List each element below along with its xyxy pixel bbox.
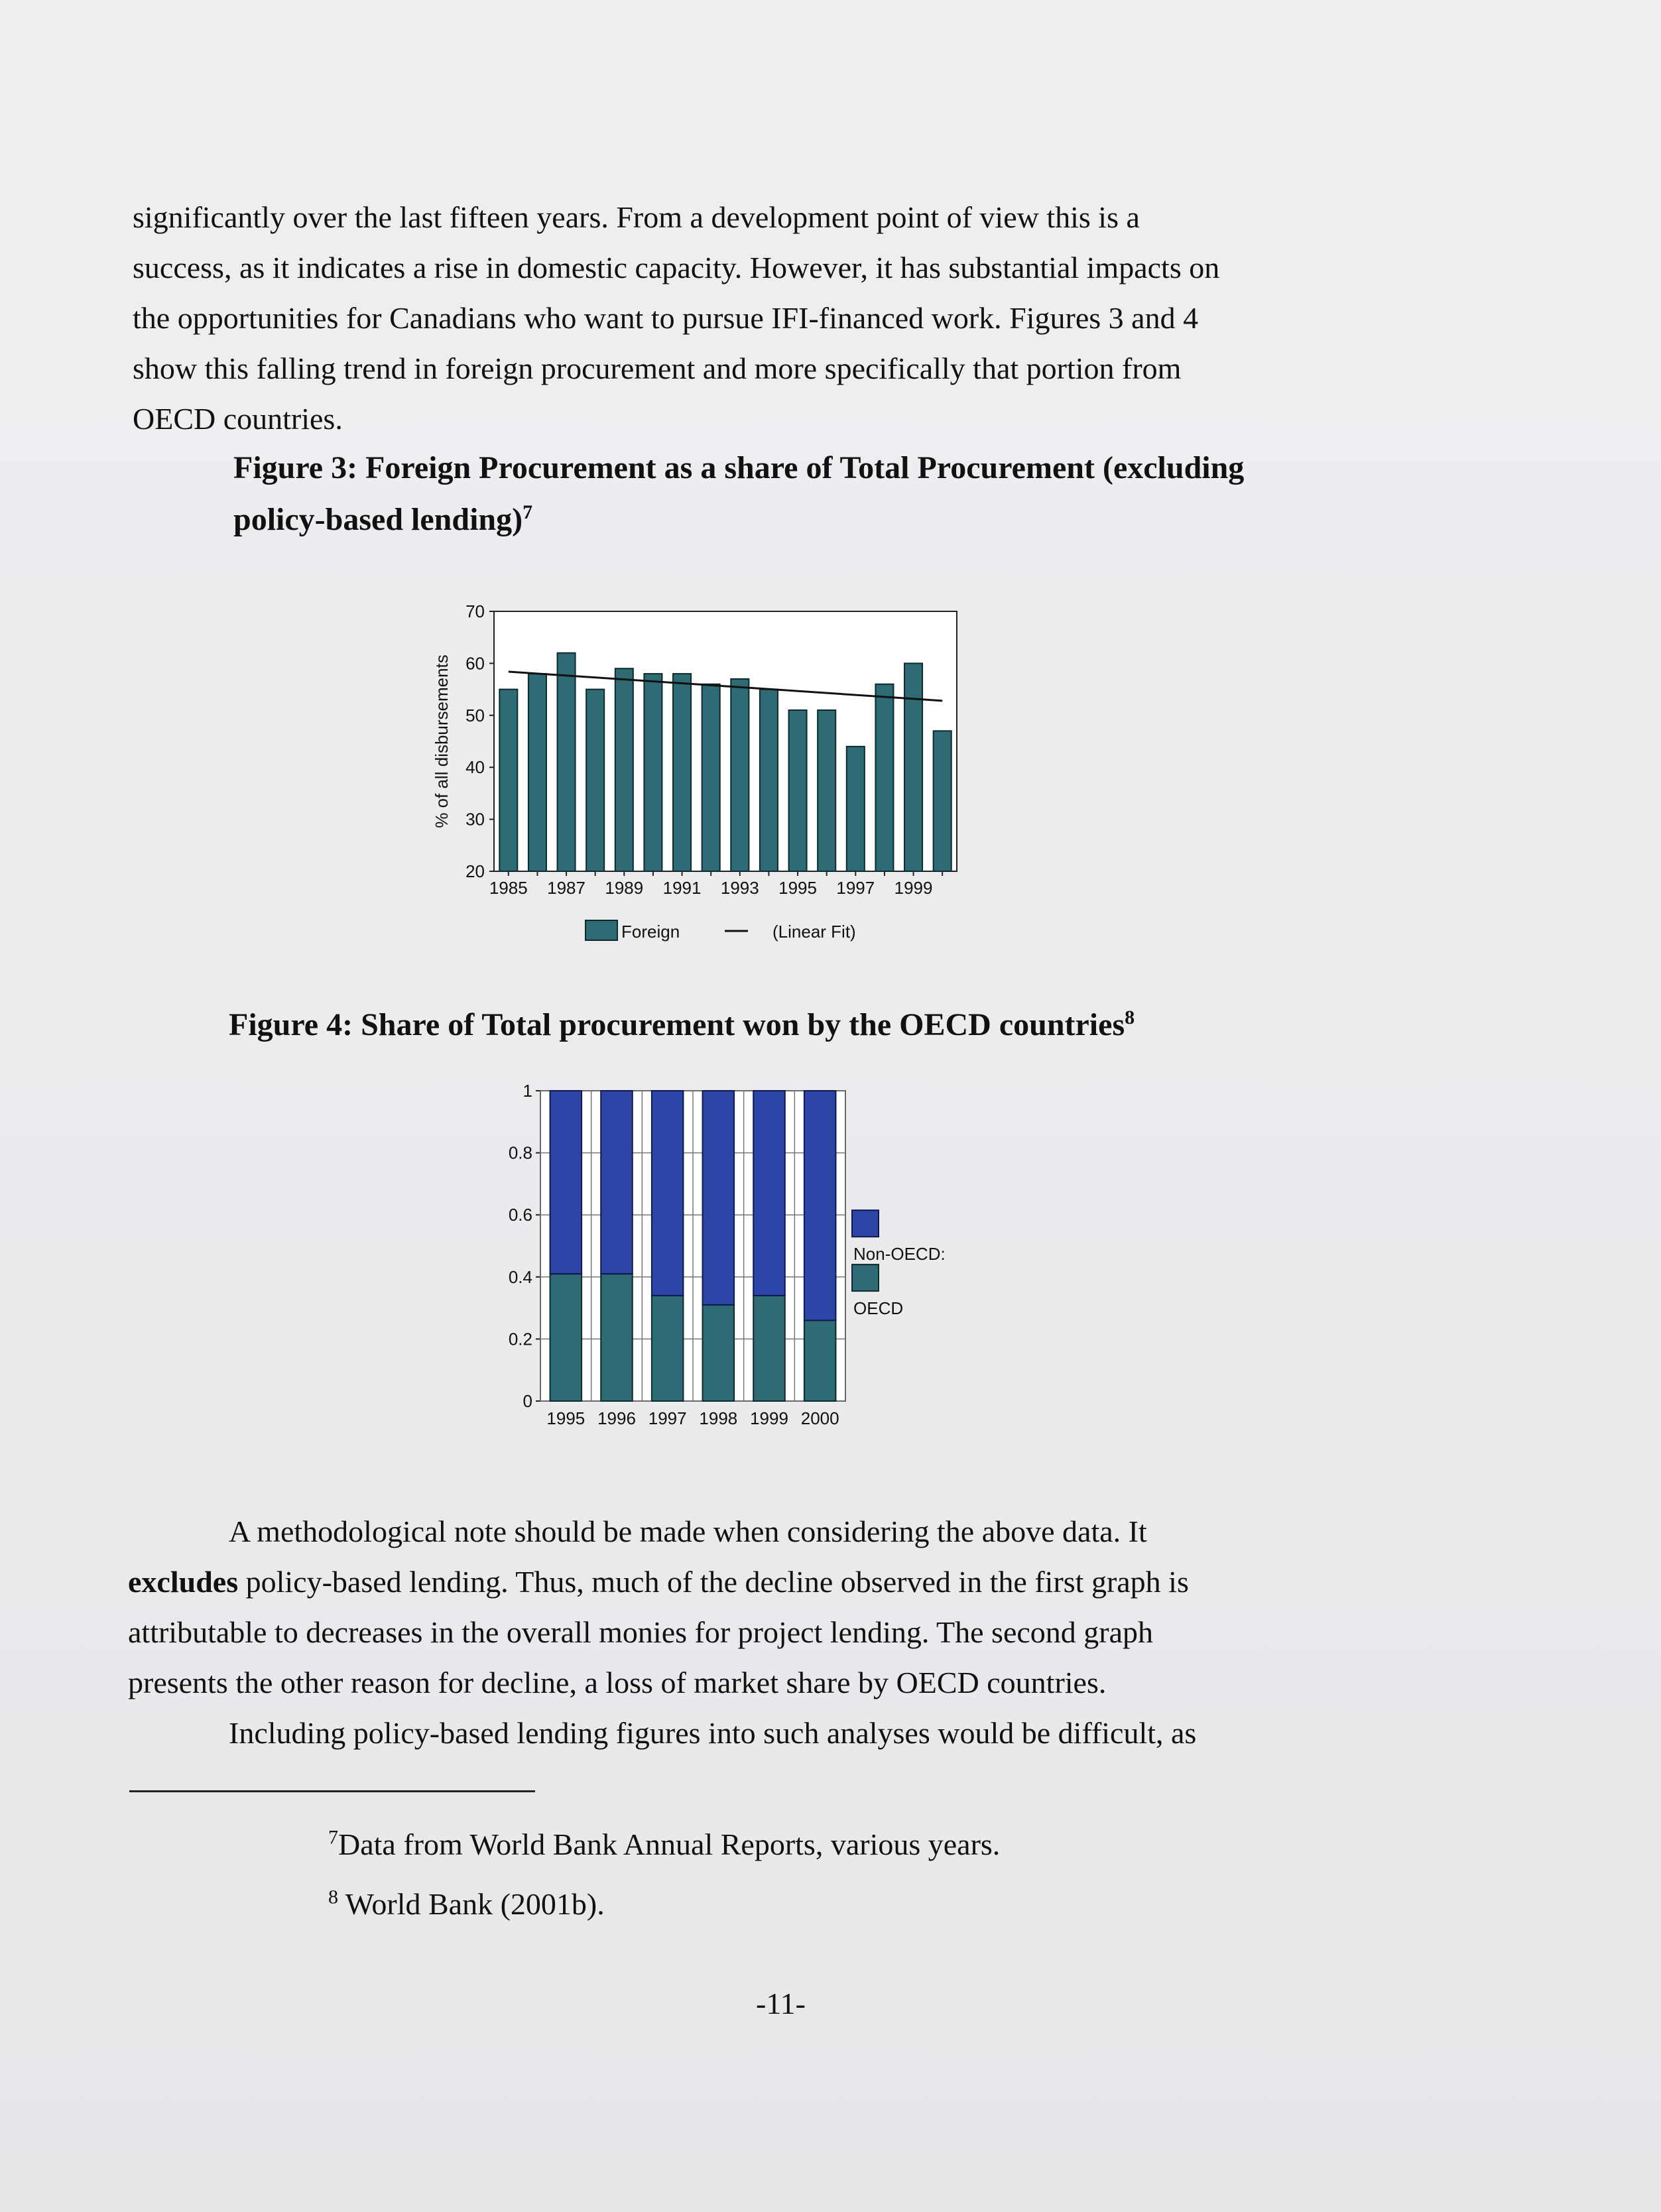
bar-foreign <box>760 690 778 871</box>
figure3-caption: Figure 3: Foreign Procurement as a share of Total Procurement (excluding <box>233 450 1245 485</box>
bar-non-oecd <box>703 1091 735 1305</box>
bar-foreign <box>528 674 546 871</box>
x-tick-label: 1985 <box>489 878 528 898</box>
bar-oecd <box>753 1296 785 1401</box>
bar-foreign <box>847 747 865 871</box>
legend-label-foreign: Foreign <box>621 922 680 942</box>
x-tick-label: 2000 <box>800 1408 839 1428</box>
x-tick-label: 1993 <box>720 878 759 898</box>
footnote-7 <box>328 1827 1000 1862</box>
x-tick-label: 1995 <box>546 1408 585 1428</box>
figure4-caption <box>229 1000 1135 1050</box>
footnote-8 <box>328 1886 605 1922</box>
x-tick-label: 1998 <box>699 1408 738 1428</box>
bar-non-oecd <box>601 1091 633 1274</box>
bar-non-oecd <box>804 1091 836 1320</box>
body-p2-line-2-text: policy-based lending. Thus, much of the decline observed in the first graph is <box>245 1565 1189 1599</box>
y-tick-label: 0 <box>523 1391 532 1411</box>
footnote-ref-7: 7 <box>523 501 533 523</box>
y-tick-label: 20 <box>465 861 485 881</box>
x-tick-label: 1997 <box>648 1408 687 1428</box>
bar-foreign <box>673 674 691 871</box>
footnote-8-text: World Bank (2001b). <box>338 1887 605 1921</box>
bar-foreign <box>818 710 835 871</box>
x-tick-label: 1996 <box>597 1408 636 1428</box>
bar-non-oecd <box>753 1091 785 1296</box>
footnote-7-text: Data from World Bank Annual Reports, various years. <box>338 1827 1001 1861</box>
body-line-5: OECD countries. <box>133 402 343 436</box>
x-tick-label: 1987 <box>547 878 585 898</box>
bar-non-oecd <box>652 1091 684 1296</box>
bar-oecd <box>703 1305 735 1401</box>
figure4-chart <box>477 1074 1061 1445</box>
y-tick-label: 0.8 <box>508 1142 532 1163</box>
body-p3-line-1: Including policy-based lending figures into such analyses would be difficult, as <box>229 1716 1197 1750</box>
bar-non-oecd <box>550 1091 582 1274</box>
legend-label-non-oecd: Non-OECD: <box>853 1244 946 1264</box>
bar-foreign <box>875 684 893 871</box>
emphasis-excludes: excludes <box>128 1565 239 1599</box>
figure3-caption-text: policy-based lending) <box>233 502 523 537</box>
y-tick-label: 40 <box>465 757 485 778</box>
bar-oecd <box>601 1274 633 1401</box>
y-tick-label: 30 <box>465 809 485 830</box>
x-tick-label: 1999 <box>750 1408 788 1428</box>
y-tick-label: 70 <box>465 601 485 621</box>
figure4-caption-text: Figure 4: Share of Total procurement won by the OECD countries <box>229 1007 1125 1042</box>
y-tick-label: 50 <box>465 705 485 725</box>
bar-foreign <box>731 679 749 871</box>
legend-swatch-oecd <box>852 1264 879 1291</box>
footnote-mark-8: 8 <box>328 1886 338 1908</box>
bar-oecd <box>804 1320 836 1401</box>
bar-foreign <box>615 668 633 871</box>
bar-oecd <box>550 1274 582 1401</box>
bar-foreign <box>586 690 604 871</box>
footnote-divider <box>129 1790 535 1792</box>
body-p2-line-1: A methodological note should be made when considering the above data. It <box>229 1514 1147 1548</box>
page-number: -11- <box>756 1987 806 2020</box>
figure3-chart <box>398 584 995 961</box>
y-tick-label: 0.2 <box>508 1329 532 1349</box>
legend-label-fit: (Linear Fit) <box>772 922 856 942</box>
body-p2-line-2 <box>128 1557 1189 1608</box>
body-line-4: show this falling trend in foreign procurement and more specifically that portion from <box>133 351 1182 385</box>
body-line-3: the opportunities for Canadians who want to pursue IFI-financed work. Figures 3 and 4 <box>133 301 1199 335</box>
body-line-1: significantly over the last fifteen years. From a development point of view this is a <box>133 200 1140 234</box>
body-line-2: success, as it indicates a rise in domestic capacity. However, it has substantial impacts on <box>133 251 1220 284</box>
x-tick-label: 1999 <box>894 878 933 898</box>
bar-oecd <box>652 1296 684 1401</box>
legend-swatch-foreign <box>585 920 617 940</box>
bar-foreign <box>934 731 952 871</box>
footnote-ref-8: 8 <box>1125 1007 1135 1028</box>
bar-foreign <box>499 690 517 871</box>
body-p2-line-4: presents the other reason for decline, a loss of market share by OECD countries. <box>128 1666 1107 1699</box>
y-axis-label: % of all disbursements <box>432 654 452 828</box>
bar-foreign <box>702 684 720 871</box>
bar-foreign <box>789 710 807 871</box>
body-p2-line-3: attributable to decreases in the overall monies for project lending. The second graph <box>128 1615 1154 1649</box>
footnote-mark-7: 7 <box>328 1826 338 1849</box>
bar-foreign <box>558 653 576 871</box>
legend-swatch-non-oecd <box>852 1210 879 1237</box>
bar-foreign <box>904 663 922 871</box>
y-tick-label: 0.4 <box>508 1266 532 1287</box>
x-tick-label: 1995 <box>778 878 817 898</box>
bar-foreign <box>644 674 662 871</box>
y-tick-label: 0.6 <box>508 1205 532 1225</box>
x-tick-label: 1989 <box>605 878 644 898</box>
y-tick-label: 1 <box>523 1081 532 1101</box>
x-tick-label: 1991 <box>662 878 702 898</box>
legend-label-oecd: OECD <box>853 1298 904 1319</box>
figure3-caption-line2 <box>233 495 532 545</box>
x-tick-label: 1997 <box>836 878 875 898</box>
y-tick-label: 60 <box>465 653 485 674</box>
